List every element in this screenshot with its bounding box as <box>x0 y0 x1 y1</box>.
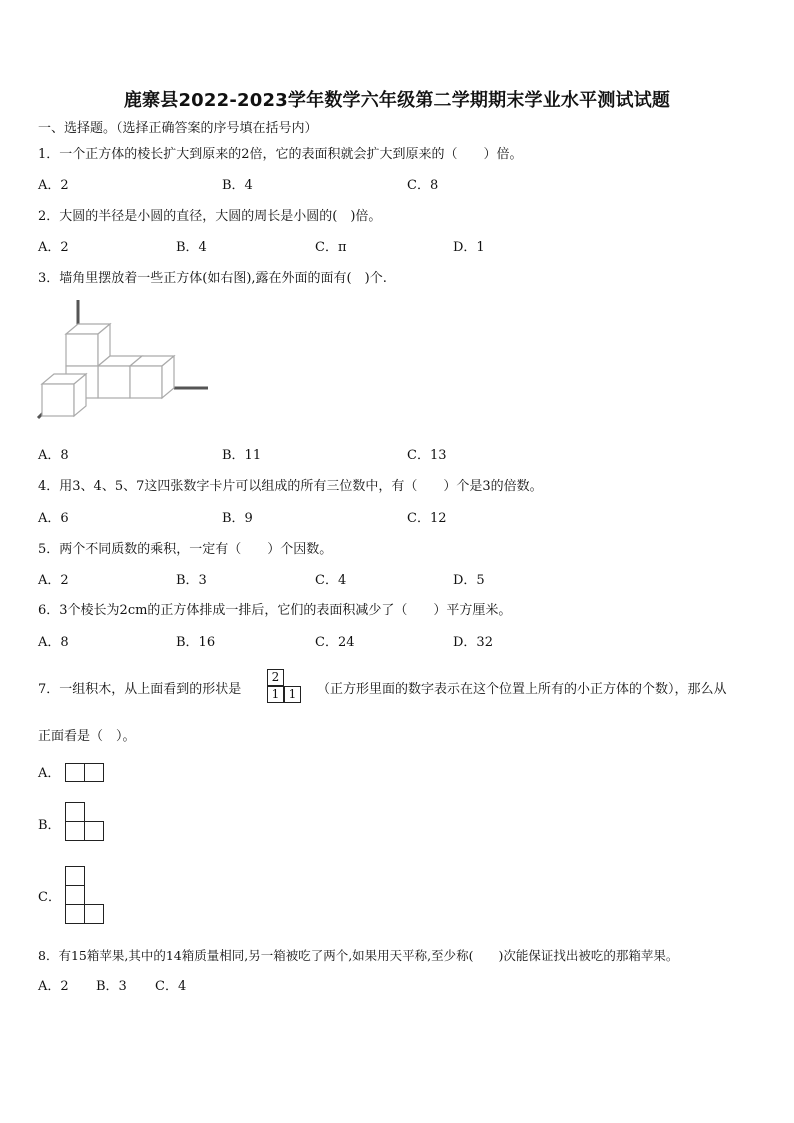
q5-option-b[interactable]: B．3 <box>176 573 207 588</box>
q1-option-b[interactable]: B．4 <box>222 178 253 193</box>
question-7-text-start: 7．一组积木，从上面看到的形状是 <box>38 682 242 697</box>
top-view-cell: 1 <box>284 686 301 703</box>
q7-option-b[interactable]: B． <box>38 818 61 833</box>
q1-option-c[interactable]: C．8 <box>407 178 439 193</box>
q7-option-b-shape <box>65 802 105 842</box>
q6-option-b[interactable]: B．16 <box>176 635 216 650</box>
q8-option-b[interactable]: B．3 <box>96 979 127 994</box>
question-2-text: 2．大圆的半径是小圆的直径，大圆的周长是小圆的( )倍。 <box>38 209 382 224</box>
q5-option-a[interactable]: A．2 <box>38 573 69 588</box>
q6-option-c[interactable]: C．24 <box>315 635 355 650</box>
question-7-text-end: （正方形里面的数字表示在这个位置上所有的小正方体的个数），那么从 <box>317 682 727 697</box>
q4-option-c[interactable]: C．12 <box>407 511 447 526</box>
section-heading: 一、选择题。（选择正确答案的序号填在括号内） <box>38 121 318 136</box>
q2-option-d[interactable]: D．1 <box>453 240 485 255</box>
question-7-text-line2: 正面看是（ ）。 <box>38 729 136 744</box>
top-view-grid <box>267 669 305 705</box>
question-3-text: 3．墙角里摆放着一些正方体(如右图),露在外面的面有( )个. <box>38 271 387 286</box>
q3-option-c[interactable]: C．13 <box>407 448 447 463</box>
q4-option-a[interactable]: A．6 <box>38 511 69 526</box>
q8-option-a[interactable]: A．2 <box>38 979 69 994</box>
q7-option-a[interactable]: A． <box>38 766 61 781</box>
q7-option-c[interactable]: C． <box>38 890 61 905</box>
q3-option-a[interactable]: A．8 <box>38 448 69 463</box>
q1-option-a[interactable]: A．2 <box>38 178 69 193</box>
q7-option-a-shape <box>65 763 105 783</box>
question-5-text: 5．两个不同质数的乘积，一定有（ ）个因数。 <box>38 542 333 557</box>
q6-option-d[interactable]: D．32 <box>453 635 493 650</box>
q6-option-a[interactable]: A．8 <box>38 635 69 650</box>
top-view-cell: 1 <box>267 686 284 703</box>
q2-option-c[interactable]: C．π <box>315 240 347 255</box>
question-4-text: 4．用3、4、5、7这四张数字卡片可以组成的所有三位数中，有（ ）个是3的倍数。 <box>38 479 543 494</box>
question-1-text: 1．一个正方体的棱长扩大到原来的2倍，它的表面积就会扩大到原来的（ ）倍。 <box>38 147 523 162</box>
top-view-cell: 2 <box>267 669 284 686</box>
q3-option-b[interactable]: B．11 <box>222 448 262 463</box>
question-8-text: 8．有15箱苹果,其中的14箱质量相同,另一箱被吃了两个,如果用天平称,至少称( )次能保证找出被吃的那箱苹果。 <box>38 948 679 963</box>
q4-option-b[interactable]: B．9 <box>222 511 253 526</box>
q8-option-c[interactable]: C．4 <box>155 979 187 994</box>
q2-option-b[interactable]: B．4 <box>176 240 207 255</box>
q5-option-d[interactable]: D．5 <box>453 573 485 588</box>
page-title: 鹿寨县2022-2023学年数学六年级第二学期期末学业水平测试试题 <box>123 90 671 111</box>
q5-option-c[interactable]: C．4 <box>315 573 347 588</box>
q7-option-c-shape <box>65 866 105 926</box>
q2-option-a[interactable]: A．2 <box>38 240 69 255</box>
question-6-text: 6．3个棱长为2cm的正方体排成一排后，它们的表面积减少了（ ）平方厘米。 <box>38 603 512 618</box>
corner-cubes-figure <box>36 298 212 430</box>
